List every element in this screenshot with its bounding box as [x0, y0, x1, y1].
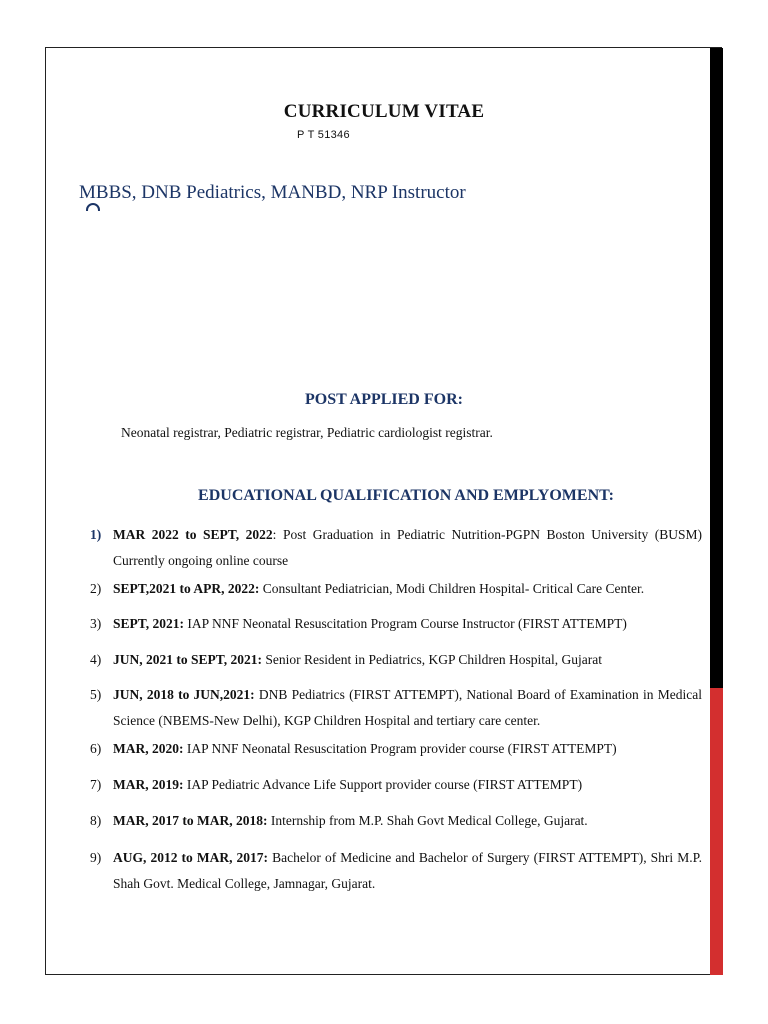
document-title: CURRICULUM VITAE [283, 101, 485, 122]
entry-text: Internship from M.P. Shah Govt Medical College, Gujarat. [267, 813, 588, 828]
entry-number: 2) [90, 581, 102, 596]
entry-text: IAP Pediatric Advance Life Support provider course (FIRST ATTEMPT) [183, 777, 583, 792]
side-accent-bar-red [710, 688, 723, 975]
entry-date: MAR, 2020: [113, 741, 184, 756]
entry-date: JUN, 2021 to SEPT, 2021: [113, 652, 263, 667]
entry-text: Bachelor of Medicine and Bachelor of Surgery (FIRST ATTEMPT), Shri M.P. Shah Govt. Medical College, Jamnagar, Gujarat. [113, 850, 703, 891]
entry-text: Post Graduation in Pediatric Nutrition-PGPN Boston University (BUSM) Currently ongoing online course [113, 527, 703, 568]
entry-number: 6) [90, 741, 102, 756]
entry-number: 3) [90, 616, 102, 631]
education-entry [90, 647, 702, 673]
entry-number: 7) [90, 777, 102, 792]
entry-date: SEPT, 2021: [113, 616, 185, 631]
arc-decoration-icon [86, 203, 102, 211]
entry-number: 5) [90, 687, 102, 702]
credentials-line: MBBS, DNB Pediatrics, MANBD, NRP Instructor [79, 182, 466, 203]
post-applied-text: Neonatal registrar, Pediatric registrar, Pediatric cardiologist registrar. [121, 425, 493, 440]
education-entry [90, 576, 702, 602]
education-entry [90, 611, 702, 637]
reference-code: P T 51346 [297, 129, 350, 141]
entry-number: 4) [90, 652, 102, 667]
entry-text: DNB Pediatrics (FIRST ATTEMPT), National Board of Examination in Medical Science (NBEMS-New Delhi), KGP Children Hospital and tertiary care center. [113, 687, 702, 728]
entry-date: MAR, 2017 to MAR, 2018: [113, 813, 268, 828]
education-heading: EDUCATIONAL QUALIFICATION AND EMPLYOMENT: [198, 487, 614, 504]
entry-date: MAR 2022 to SEPT, 2022 [113, 527, 273, 542]
entry-text: Consultant Pediatrician, Modi Children Hospital- Critical Care Center. [259, 581, 645, 596]
education-entry [90, 772, 702, 798]
education-entry [90, 682, 702, 734]
entry-number: 1) [90, 527, 102, 542]
entry-text: IAP NNF Neonatal Resuscitation Program provider course (FIRST ATTEMPT) [183, 741, 617, 756]
education-entry [90, 808, 702, 834]
entry-date: AUG, 2012 to MAR, 2017: [113, 850, 269, 865]
education-entry [90, 522, 702, 574]
entry-date: SEPT,2021 to APR, 2022: [113, 581, 260, 596]
post-applied-heading: POST APPLIED FOR: [305, 391, 463, 408]
entry-text: Senior Resident in Pediatrics, KGP Children Hospital, Gujarat [262, 652, 602, 667]
entry-number: 9) [90, 850, 102, 865]
entry-number: 8) [90, 813, 102, 828]
entry-date: JUN, 2018 to JUN,2021: [113, 687, 255, 702]
entry-date: MAR, 2019: [113, 777, 184, 792]
entry-separator: : [272, 527, 277, 542]
education-entry [90, 845, 702, 897]
education-entry [90, 736, 702, 762]
side-accent-bar-black [710, 48, 723, 688]
entry-text: IAP NNF Neonatal Resuscitation Program Course Instructor (FIRST ATTEMPT) [184, 616, 627, 631]
